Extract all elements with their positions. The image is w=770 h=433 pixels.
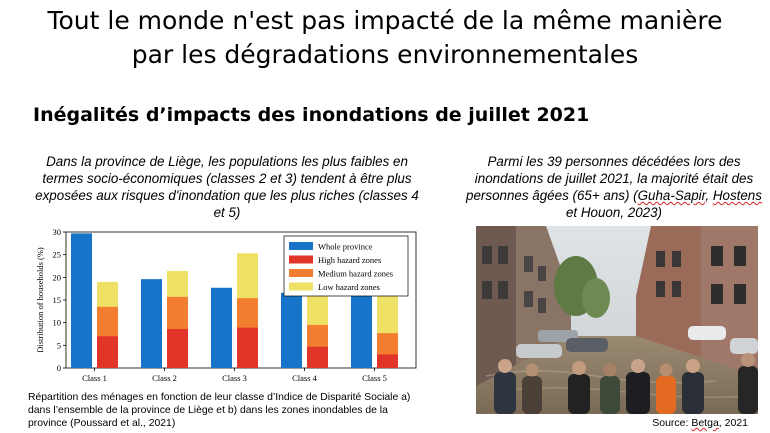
- y-tick-label: 0: [56, 363, 61, 373]
- legend-label: High hazard zones: [318, 255, 382, 265]
- legend-label: Low hazard zones: [318, 282, 380, 292]
- photo-source: [652, 417, 748, 429]
- bar-high-hazard: [97, 336, 118, 368]
- slide-title-line-2: par les dégradations environnementales: [131, 40, 639, 69]
- y-tick-label: 30: [52, 228, 61, 237]
- legend-swatch: [289, 256, 313, 264]
- bar-whole-province: [351, 294, 372, 368]
- left-description: Dans la province de Liège, les populations les plus faibles en termes socio-économiques (classes 2 et 3) tendent à être plus exposées aux risques d'inondation que les plus riches (classes 4 et 5): [35, 154, 419, 220]
- x-tick-label: Class 5: [362, 373, 387, 383]
- y-tick-label: 20: [52, 272, 61, 283]
- x-tick-label: Class 1: [82, 373, 107, 383]
- bar-whole-province: [71, 233, 92, 368]
- legend-swatch: [289, 242, 313, 250]
- right-description-sep: ,: [705, 188, 713, 203]
- x-tick-label: Class 2: [152, 373, 177, 383]
- chart-caption: Répartition des ménages en fonction de leur classe d’Indice de Disparité Sociale a) dans l’ensemble de la province de Liège et b) dans les zones inondables de la province (Poussard et al., 2021): [28, 392, 411, 429]
- legend-label: Whole province: [318, 241, 373, 252]
- flood-street-photo: [476, 226, 758, 414]
- legend-label: Medium hazard zones: [318, 268, 394, 279]
- legend-swatch: [289, 269, 313, 277]
- slide-subtitle: Inégalités d’impacts des inondations de juillet 2021: [33, 104, 590, 126]
- right-description-text: Parmi les 39 personnes décédées lors des inondations de juillet 2021, la majorité était des personnes âgées (65+ ans) (: [466, 154, 754, 203]
- y-tick-label: 10: [52, 317, 61, 328]
- bar-high-hazard: [167, 329, 188, 368]
- right-description-end: et Houon, 2023): [565, 205, 663, 220]
- source-name: Betga: [691, 417, 719, 429]
- y-tick-label: 5: [56, 340, 61, 351]
- source-year: , 2021: [718, 417, 748, 429]
- slide-title-line-1: Tout le monde n'est pas impacté de la même manière: [47, 6, 723, 35]
- citation-guha-sapir: Guha-Sapir: [637, 188, 706, 203]
- x-tick-label: Class 3: [222, 373, 247, 383]
- bar-whole-province: [211, 288, 232, 368]
- bar-whole-province: [281, 293, 302, 368]
- bar-high-hazard: [307, 347, 328, 368]
- bar-high-hazard: [237, 328, 258, 368]
- y-tick-label: 25: [52, 249, 61, 260]
- citation-hostens: Hostens: [712, 188, 762, 203]
- right-description: [466, 153, 762, 221]
- source-prefix: Source:: [652, 417, 692, 429]
- household-distribution-chart: [30, 228, 420, 388]
- y-axis-label: Distribution of households (%): [35, 247, 45, 353]
- legend-swatch: [289, 283, 313, 291]
- x-tick-label: Class 4: [292, 373, 317, 383]
- slide-title: [0, 4, 770, 72]
- y-tick-label: 15: [52, 295, 61, 305]
- bar-whole-province: [141, 279, 162, 368]
- bar-high-hazard: [377, 354, 398, 368]
